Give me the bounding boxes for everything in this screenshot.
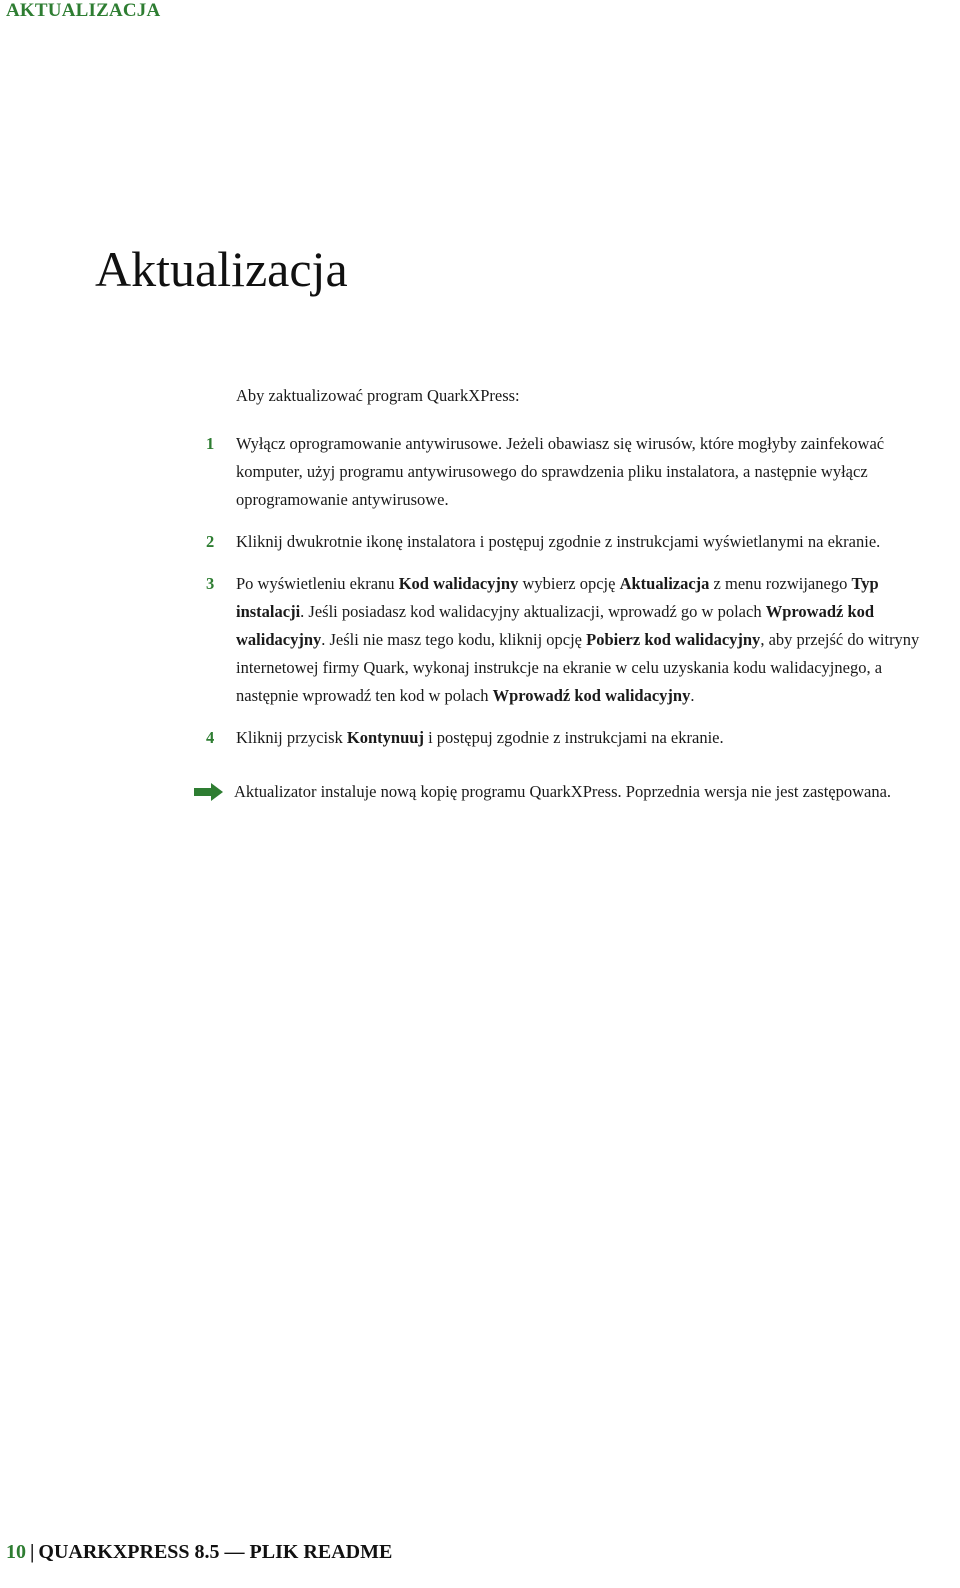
step-text-bold: Typ instalacji bbox=[236, 574, 879, 621]
step-number: 1 bbox=[206, 434, 215, 453]
step-number: 3 bbox=[206, 574, 215, 593]
step-text-run: . Jeśli posiadasz kod walidacyjny aktualizacji, wprowadź go w polach bbox=[300, 602, 766, 621]
step-text-bold: Kontynuuj bbox=[346, 728, 424, 747]
steps-list bbox=[0, 430, 960, 752]
result-note bbox=[0, 778, 954, 806]
step-text-run: . bbox=[690, 686, 695, 705]
step-text bbox=[236, 728, 724, 747]
step-item bbox=[0, 430, 942, 514]
step-text bbox=[236, 434, 884, 509]
intro-text: Aby zaktualizować program QuarkXPress: bbox=[236, 386, 520, 405]
running-head: AKTUALIZACJA bbox=[6, 0, 161, 21]
step-number: 4 bbox=[206, 728, 215, 747]
step-item bbox=[0, 570, 942, 710]
step-number: 2 bbox=[206, 532, 215, 551]
step-item bbox=[0, 528, 942, 556]
footer-separator: | bbox=[30, 1541, 35, 1563]
main-content bbox=[0, 382, 960, 806]
step-text-run: , aby przejść do witryny internetowej firmy Quark, wykonaj instrukcje na ekranie w celu uzyskania kodu walidacyjnego, a następnie wprowadź ten kod w polach bbox=[236, 630, 920, 705]
step-item bbox=[0, 724, 942, 752]
arrow-right-icon bbox=[194, 782, 224, 802]
step-text-run: Kliknij dwukrotnie ikonę instalatora i postępuj zgodnie z instrukcjami wyświetlanymi na ekranie. bbox=[236, 532, 881, 551]
step-text-run: Kliknij przycisk bbox=[236, 728, 347, 747]
page-number: 10 bbox=[6, 1541, 26, 1563]
page-footer bbox=[6, 1541, 392, 1564]
step-text-bold: Kod walidacyjny bbox=[398, 574, 519, 593]
step-text bbox=[236, 532, 880, 551]
footer-doc-title: QUARKXPRESS 8.5 — PLIK README bbox=[38, 1541, 393, 1563]
step-text-run: Po wyświetleniu ekranu bbox=[236, 574, 399, 593]
step-text-bold: Wprowadź kod walidacyjny bbox=[236, 602, 875, 649]
step-text-bold: Wprowadź kod walidacyjny bbox=[492, 686, 691, 705]
step-text-run: . Jeśli nie masz tego kodu, kliknij opcję bbox=[321, 630, 587, 649]
step-text-bold: Aktualizacja bbox=[619, 574, 710, 593]
step-text-bold: Pobierz kod walidacyjny bbox=[586, 630, 761, 649]
step-text-run: i postępuj zgodnie z instrukcjami na ekranie. bbox=[423, 728, 724, 747]
step-text-run: Wyłącz oprogramowanie antywirusowe. Jeżeli obawiasz się wirusów, które mogłyby zainfekować komputer, użyj programu antywirusowego do sprawdzenia pliku instalatora, a następnie wyłącz oprogramowanie antywirusowe. bbox=[236, 434, 885, 509]
result-text: Aktualizator instaluje nową kopię programu QuarkXPress. Poprzednia wersja nie jest zastępowana. bbox=[234, 782, 892, 801]
step-text-run: wybierz opcję bbox=[518, 574, 620, 593]
step-text-run: z menu rozwijanego bbox=[709, 574, 852, 593]
page-title: Aktualizacja bbox=[95, 241, 348, 297]
step-text bbox=[236, 574, 919, 705]
